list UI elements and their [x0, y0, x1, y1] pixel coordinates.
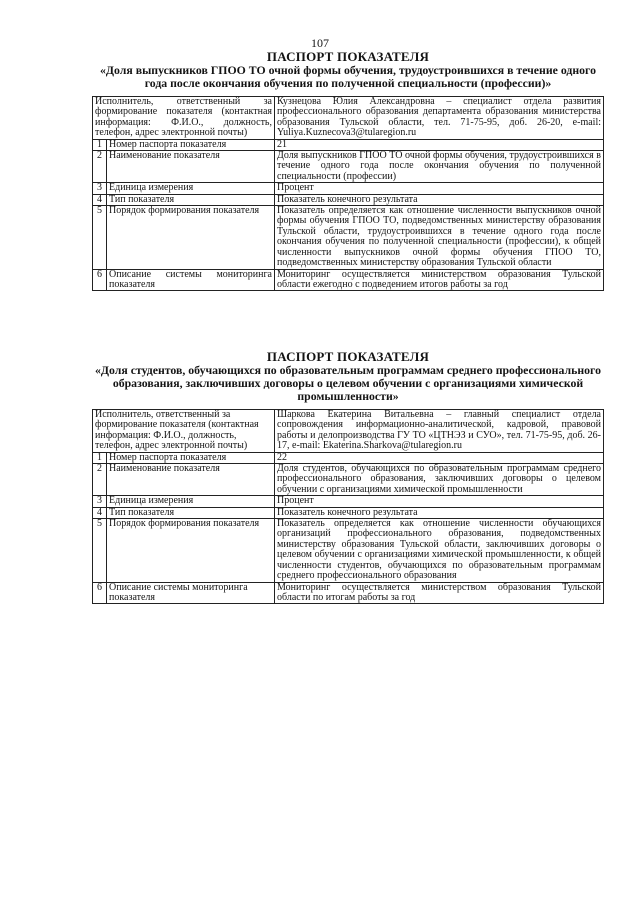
row-label: Тип показателя: [107, 194, 275, 205]
passport-subtitle: «Доля студентов, обучающихся по образовательным программам среднего профессионального образования, заключивших договоры о целевом обучении с организациями химической промышленности»: [95, 363, 601, 403]
row-label: Наименование показателя: [107, 151, 275, 183]
table-row: [93, 507, 604, 518]
passport-title: ПАСПОРТ ПОКАЗАТЕЛЯ: [266, 49, 430, 64]
row-label: Порядок формирования показателя: [107, 519, 275, 582]
row-value: Мониторинг осуществляется министерством образования Тульской области ежегодно с подведением итогов работы за год: [275, 269, 604, 291]
row-value: Показатель определяется как отношение численности выпускников очной формы обучения ГПОО ТО, подведомственных министерству образования Тульской области, трудоустроившихся в течение одного года после окончания обучения по полученной специальности (профессии), к общей численности выпускников очной формы обучения ГПОО ТО, подведомственных министерству образования Тульской области: [275, 206, 604, 269]
executor-value: Шаркова Екатерина Витальевна – главный специалист отдела сопровождения информационно-аналитической, кадровой, правовой работы и делопроизводства ГУ ТО «ЦТНЭЗ и СУО», тел. 71-75-95, доб. 26-17, e-mail: Ekaterina.Sharkova@tularegion.ru: [275, 410, 604, 453]
row-label: Единица измерения: [107, 496, 275, 507]
row-value: 21: [275, 139, 604, 150]
row-label: Единица измерения: [107, 183, 275, 194]
row-number: 4: [93, 507, 107, 518]
passport-table: [92, 409, 604, 604]
row-label: Номер паспорта показателя: [107, 139, 275, 150]
row-value: 22: [275, 452, 604, 463]
table-row: [93, 452, 604, 463]
table-row: [93, 269, 604, 291]
row-number: 1: [93, 452, 107, 463]
row-number: 3: [93, 183, 107, 194]
row-number: 6: [93, 582, 107, 604]
table-row: [93, 183, 604, 194]
row-label: Порядок формирования показателя: [107, 206, 275, 269]
table-row: [93, 194, 604, 205]
table-row: [93, 464, 604, 496]
row-number: 1: [93, 139, 107, 150]
row-value: Доля студентов, обучающихся по образовательным программам среднего профессионального образования, заключивших договоры о целевом обучении с организациями химической промышленности: [275, 464, 604, 496]
passport-subtitle: «Доля выпускников ГПОО ТО очной формы обучения, трудоустроившихся в течение одного года после окончания обучения по полученной специальности (профессии)»: [99, 63, 596, 90]
row-number: 5: [93, 519, 107, 582]
table-row: [93, 139, 604, 150]
row-number: 2: [93, 464, 107, 496]
table-row: [93, 496, 604, 507]
executor-row: [93, 97, 604, 140]
row-number: 2: [93, 151, 107, 183]
passport-table: [92, 96, 604, 291]
page-number: 107: [311, 36, 329, 50]
executor-row: [93, 410, 604, 453]
row-value: Процент: [275, 183, 604, 194]
row-value: Процент: [275, 496, 604, 507]
executor-value: Кузнецова Юлия Александровна – специалист отдела развития профессионального образования департамента образования министерства образования Тульской области, тел. 71-75-95, доб. 26-20, e-mail: Yuliya.Kuznecova3@tularegion.ru: [275, 97, 604, 140]
row-number: 5: [93, 206, 107, 269]
executor-label: Исполнитель, ответственный за формирование показателя (контактная информация: Ф.И.О., должность, телефон, адрес электронной почты): [93, 97, 275, 140]
row-value: Доля выпускников ГПОО ТО очной формы обучения, трудоустроившихся в течение одного года после окончания обучения по полученной специальности (профессии): [275, 151, 604, 183]
executor-label: Исполнитель, ответственный за формирование показателя (контактная информация: Ф.И.О., должность, телефон, адрес электронной почты): [93, 410, 275, 453]
row-number: 4: [93, 194, 107, 205]
row-label: Номер паспорта показателя: [107, 452, 275, 463]
table-row: [93, 519, 604, 582]
indicator-passport-22: [92, 350, 604, 604]
row-label: Описание системы мониторинга показателя: [107, 269, 275, 291]
row-label: Описание системы мониторинга показателя: [107, 582, 275, 604]
row-value: Мониторинг осуществляется министерством образования Тульской области по итогам работы за год: [275, 582, 604, 604]
row-value: Показатель конечного результата: [275, 507, 604, 518]
table-row: [93, 206, 604, 269]
row-label: Наименование показателя: [107, 464, 275, 496]
passport-title: ПАСПОРТ ПОКАЗАТЕЛЯ: [266, 349, 430, 364]
row-value: Показатель конечного результата: [275, 194, 604, 205]
table-row: [93, 151, 604, 183]
row-label: Тип показателя: [107, 507, 275, 518]
row-value: Показатель определяется как отношение численности обучающихся организаций профессионального образования, подведомственных министерству образования Тульской области, заключивших договоры о целевом обучении с организациями химической промышленности, к общей численности студентов, обучающихся по образовательным программам среднего профессионального образования: [275, 519, 604, 582]
row-number: 6: [93, 269, 107, 291]
table-row: [93, 582, 604, 604]
row-number: 3: [93, 496, 107, 507]
indicator-passport-21: [92, 50, 604, 291]
